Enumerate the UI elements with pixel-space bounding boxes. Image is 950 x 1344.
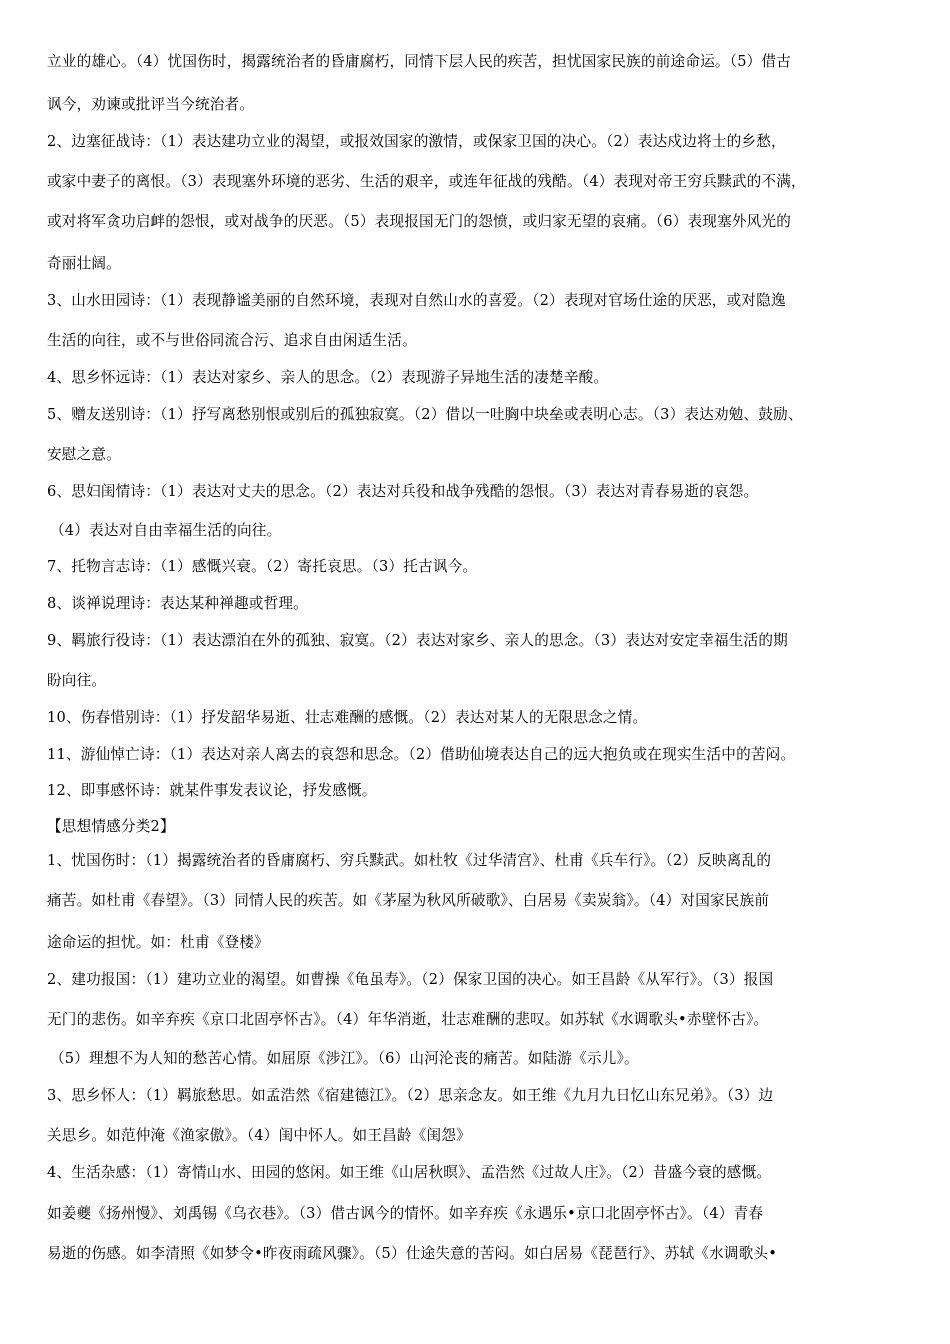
text-line: 如姜夔《扬州慢》、刘禹锡《乌衣巷》。（3）借古讽今的情怀。如辛弃疾《永遇乐•京口北固亭怀古》。（4）青春 — [47, 1205, 764, 1222]
text-line: （5）理想不为人知的愁苦心情。如屈原《涉江》。（6）山河沦丧的痛苦。如陆游《示儿》。 — [50, 1050, 639, 1067]
text-line: 讽今，劝谏或批评当今统治者。 — [47, 96, 255, 113]
text-line: 立业的雄心。（4）忧国伤时，揭露统治者的昏庸腐朽，同情下层人民的疾苦，担忧国家民族的前途命运。（5）借古 — [47, 53, 792, 70]
text-line: 7、托物言志诗：（1）感慨兴衰。（2）寄托哀思。（3）托古讽今。 — [47, 558, 478, 575]
text-line: 奇丽壮阔。 — [47, 255, 121, 272]
text-line: 1、忧国伤时：（1）揭露统治者的昏庸腐朽、穷兵黩武。如杜牧《过华清宫》、杜甫《兵车行》。（2）反映离乱的 — [47, 852, 772, 869]
text-line: 2、边塞征战诗：（1）表达建功立业的渴望，或报效国家的激情，或保家卫国的决心。（2）表达戍边将士的乡愁， — [47, 133, 786, 150]
text-line: 11、游仙悼亡诗：（1）表达对亲人离去的哀怨和思念。（2）借助仙境表达自己的远大抱负或在现实生活中的苦闷。 — [47, 746, 796, 763]
text-line: 途命运的担忧。如：杜甫《登楼》 — [47, 934, 269, 951]
text-line: 痛苦。如杜甫《春望》。（3）同情人民的疾苦。如《茅屋为秋风所破歌》、白居易《卖炭翁》。（4）对国家民族前 — [47, 892, 770, 909]
text-line: 4、思乡怀远诗：（1）表达对家乡、亲人的思念。（2）表现游子异地生活的凄楚辛酸。 — [47, 369, 609, 386]
text-line: 易逝的伤感。如李清照《如梦令•昨夜雨疏风骤》。（5）仕途失意的苦闷。如白居易《琵琶行》、苏轼《水调歌头• — [47, 1245, 778, 1262]
text-line: 或对将军贪功启衅的怨恨，或对战争的厌恶。（5）表现报国无门的怨愤，或归家无望的哀痛。（6）表现塞外风光的 — [47, 213, 792, 230]
text-line: 6、思妇闺情诗：（1）表达对丈夫的思念。（2）表达对兵役和战争残酷的怨恨。（3）表达对青春易逝的哀怨。 — [47, 483, 759, 500]
text-line: 9、羁旅行役诗：（1）表达漂泊在外的孤独、寂寞。（2）表达对家乡、亲人的思念。（3）表达对安定幸福生活的期 — [47, 632, 788, 649]
text-line: 10、伤春惜别诗：（1）抒发韶华易逝、壮志难酬的感慨。（2）表达对某人的无限思念之情。 — [47, 709, 648, 726]
text-line: 无门的悲伤。如辛弃疾《京口北固亭怀古》。（4）年华消逝，壮志难酬的悲叹。如苏轼《水调歌头•赤壁怀古》。 — [47, 1011, 769, 1028]
text-line: 盼向往。 — [47, 672, 107, 689]
text-line: 生活的向往，或不与世俗同流合污、追求自由闲适生活。 — [47, 332, 417, 349]
text-line: 2、建功报国：（1）建功立业的渴望。如曹操《龟虽寿》。（2）保家卫国的决心。如王昌龄《从军行》。（3）报国 — [47, 971, 774, 988]
text-line: 安慰之意。 — [47, 446, 121, 463]
text-line: 5、赠友送别诗：（1）抒写离愁别恨或别后的孤独寂寞。（2）借以一吐胸中块垒或表明心志。（3）表达劝勉、鼓励、 — [47, 406, 803, 423]
text-line: 3、思乡怀人：（1）羁旅愁思。如孟浩然《宿建德江》。（2）思亲念友。如王维《九月九日忆山东兄弟》。（3）边 — [47, 1087, 774, 1104]
text-line: 3、山水田园诗：（1）表现静谧美丽的自然环境，表现对自然山水的喜爱。（2）表现对官场仕途的厌恶，或对隐逸 — [47, 292, 786, 309]
text-line: 关思乡。如范仲淹《渔家傲》。（4）闺中怀人。如王昌龄《闺怨》 — [47, 1127, 471, 1144]
text-line: 或家中妻子的离恨。（3）表现塞外环境的恶劣、生活的艰辛，或连年征战的残酷。（4）表现对帝王穷兵黩武的不满， — [47, 173, 806, 190]
text-line: （4）表达对自由幸福生活的向往。 — [50, 522, 282, 539]
section-heading: 【思想情感分类2】 — [47, 818, 175, 835]
text-line: 4、生活杂感：（1）寄情山水、田园的悠闲。如王维《山居秋暝》、孟浩然《过故人庄》。（2）昔盛今衰的感慨。 — [47, 1164, 772, 1181]
text-line: 12、即事感怀诗：就某件事发表议论，抒发感慨。 — [47, 782, 377, 799]
text-line: 8、谈禅说理诗：表达某种禅趣或哲理。 — [47, 595, 308, 612]
